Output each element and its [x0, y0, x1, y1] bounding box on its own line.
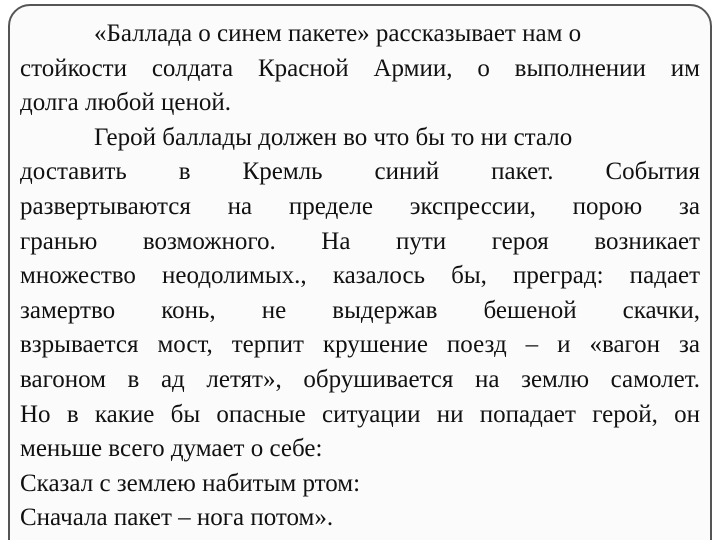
text-line: стойкости солдата Красной Армии, о выполнении им: [20, 54, 700, 82]
text-line: Сказал с землею набитым ртом:: [20, 469, 361, 497]
text-line: замертво конь, не выдержав бешеной скачки,: [20, 296, 700, 324]
text-line: долга любой ценой.: [20, 89, 231, 117]
text-line: Герой баллады должен во что бы то ни стало: [94, 123, 573, 151]
text-line: Сначала пакет – нога потом».: [20, 504, 334, 532]
text-line: гранью возможного. На пути героя возникает: [20, 227, 700, 255]
text-line: доставить в Кремль синий пакет. События: [20, 158, 700, 186]
text-line: «Баллада о синем пакете» рассказывает нам о: [94, 20, 582, 47]
text-line: вагоном в ад летят», обрушивается на землю самолет.: [20, 365, 700, 393]
text-line: множество неодолимых., казалось бы, преград: падает: [20, 262, 700, 290]
text-line: взрывается мост, терпит крушение поезд – и «вагон за: [20, 331, 700, 359]
text-body: [20, 17, 700, 536]
text-line: развертываются на пределе экспрессии, порою за: [20, 192, 700, 220]
text-line: меньше всего думает о себе:: [20, 435, 323, 463]
text-line: Но в какие бы опасные ситуации ни попадает герой, он: [20, 400, 700, 428]
